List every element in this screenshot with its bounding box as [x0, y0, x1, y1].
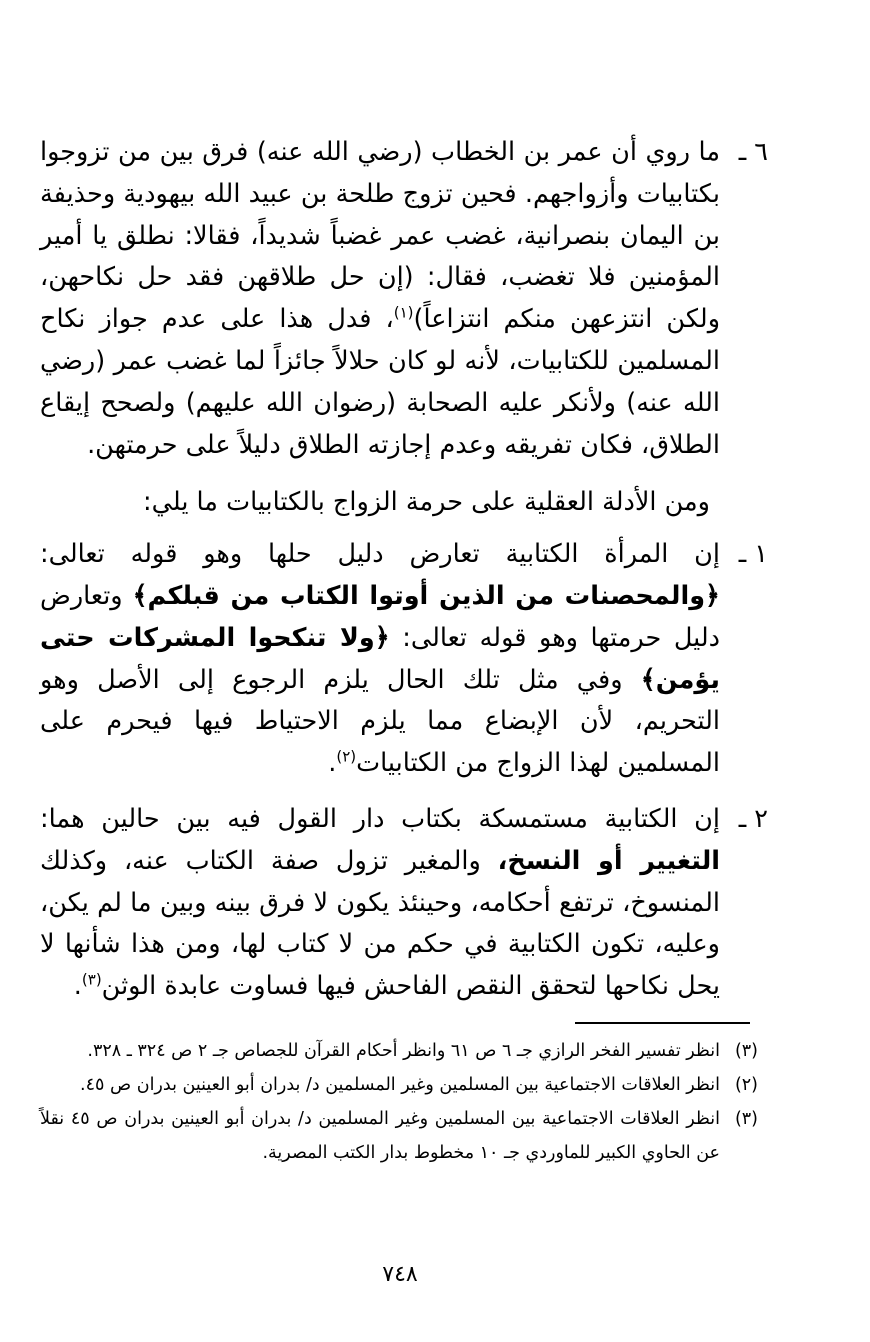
- page-number: ٧٤٨: [382, 1262, 418, 1287]
- list-item-2: [40, 799, 768, 1008]
- intro-paragraph: ومن الأدلة العقلية على حرمة الزواج بالكتابيات ما يلي:: [143, 487, 710, 518]
- list-item-1: [40, 534, 768, 785]
- footnote-text: انظر العلاقات الاجتماعية بين المسلمين وغير المسلمين د/ بدران أبو العينين بدران ص ٤٥ نقلاً عن الحاوي الكبير للماوردي جـ ١٠ مخطوط بدار الكتب المصرية.: [40, 1109, 720, 1163]
- item-text: وتعارض دليل حرمتها وهو قوله تعالى:: [40, 580, 720, 653]
- item-number: ٦ ـ: [738, 137, 768, 167]
- item-text: ما روي أن عمر بن الخطاب (رضي الله عنه) فرق بين من تزوجوا بكتابيات وأزواجهم. فحين تزوج طلحة بن عبيد الله بيهودية وحذيفة بن اليمان بنصرانية، غضب عمر غضباً شديداً، فقالا: نطلق يا أمير المؤمنين فلا تغضب، فقال: (إن حل طلاقهن فقد حل نكاحهن، ولكن انتزعهن منكم انتزاعاً): [40, 137, 721, 335]
- quran-quote: ﴿ولا تنكحوا المشركات حتى يؤمن﴾: [40, 622, 720, 695]
- item-text: ، فدل هذا على عدم جواز نكاح المسلمين للكتابيات، لأنه لو كان حلالاً جائزاً لما غضب عمر (رضي الله عنه) ولأنكر عليه الصحابة (رضوان الله عليهم) ولصحح إيقاع الطلاق، فكان تفريقه وعدم إجازته الطلاق دليلاً على حرمتهن.: [40, 304, 720, 460]
- item-number: ٢ ـ: [738, 803, 768, 834]
- item-body: [40, 799, 720, 1008]
- footnote-separator: [575, 1022, 750, 1024]
- footnote-ref[interactable]: (٣): [81, 970, 102, 989]
- item-text: وفي مثل تلك الحال يلزم الرجوع إلى الأصل وهو التحريم، لأن الإبضاع مما يلزم الاحتياط فيها فيحرم على المسلمين لهذا الزواج من الكتابيات: [40, 664, 720, 779]
- item-number: ١ ـ: [738, 539, 768, 570]
- footnote-ref[interactable]: (١): [393, 303, 414, 322]
- bold-phrase: التغيير أو النسخ،: [497, 845, 721, 876]
- item-text: إن المرأة الكتابية تعارض دليل حلها وهو قوله تعالى:: [40, 539, 720, 570]
- footnote-ref[interactable]: (٢): [336, 747, 357, 766]
- main-text: [40, 132, 768, 1008]
- footnote: [40, 1068, 758, 1102]
- footnote-text: انظر العلاقات الاجتماعية بين المسلمين وغير المسلمين د/ بدران أبو العينين بدران ص ٤٥.: [80, 1075, 720, 1095]
- item-body: [40, 534, 720, 785]
- footnote-text: انظر تفسير الفخر الرازي جـ ٦ ص ٦١ وانظر أحكام القرآن للجصاص جـ ٢ ص ٣٢٤ ـ ٣٢٨.: [87, 1041, 720, 1061]
- list-item-6: [40, 132, 768, 466]
- footnote: [40, 1102, 758, 1170]
- footnote: [40, 1034, 758, 1068]
- footnote-number: (٣): [734, 1041, 758, 1061]
- item-text: إن الكتابية مستمسكة بكتاب دار القول فيه بين حالين هما:: [40, 803, 720, 834]
- item-text: .: [73, 971, 82, 1002]
- footnote-number: (٢): [734, 1075, 758, 1095]
- footnotes: [40, 1034, 758, 1170]
- item-text: .: [328, 748, 337, 779]
- item-text: والمغير تزول صفة الكتاب عنه، وكذلك المنسوخ، ترتفع أحكامه، وحينئذ يكون لا فرق بينه وبين ما لم يكن، وعليه، تكون الكتابية في حكم من لا كتاب لها، ومن هذا شأنها لا يحل نكاحها لتحقق النقص الفاحش فيها فساوت عابدة الوثن: [40, 845, 720, 1002]
- quran-quote: ﴿والمحصنات من الذين أوتوا الكتاب من قبلكم﴾: [132, 580, 720, 611]
- footnote-number: (٣): [734, 1109, 758, 1129]
- item-body: [40, 132, 720, 466]
